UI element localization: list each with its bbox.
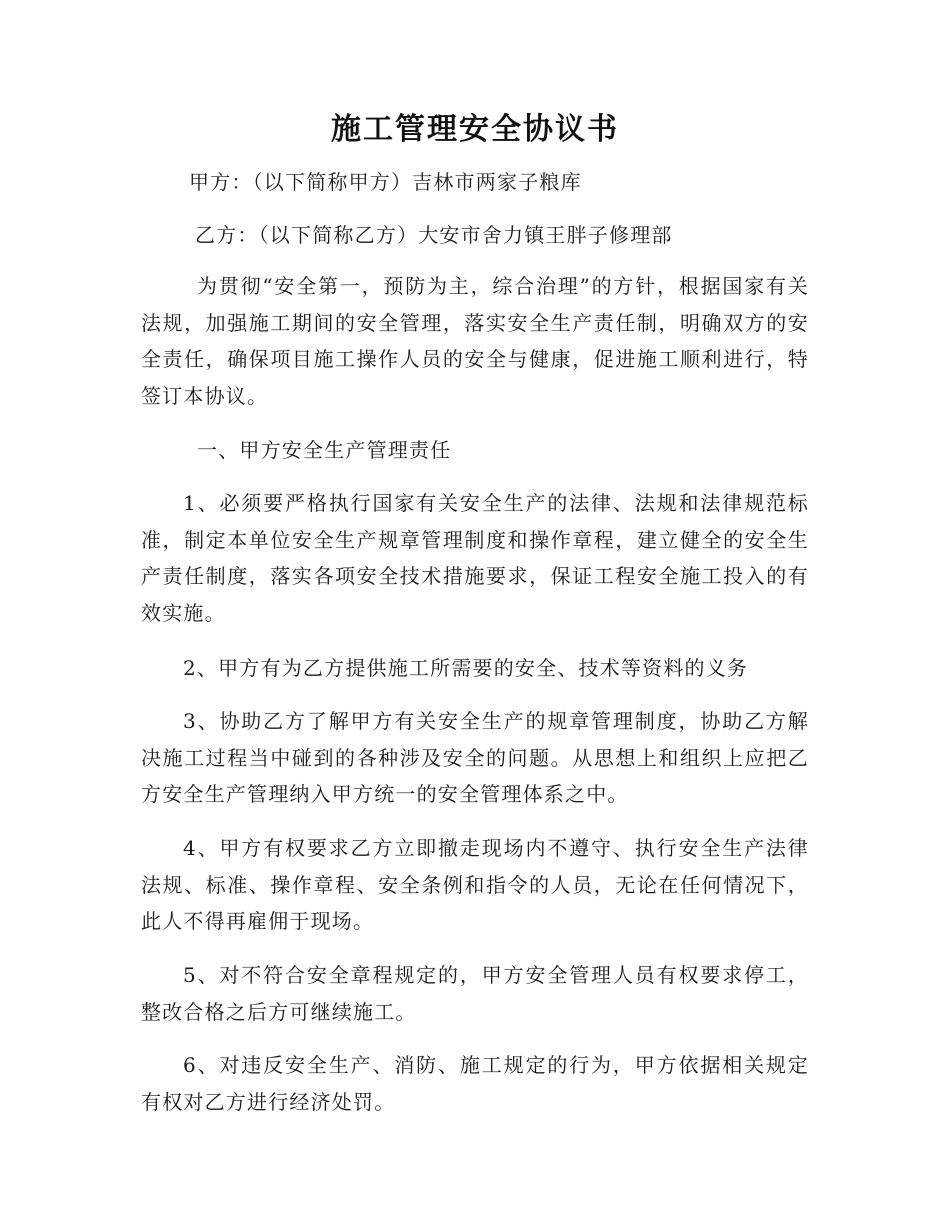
- clause-1: 1、必须要严格执行国家有关安全生产的法律、法规和法律规范标准，制定本单位安全生产规章管理制度和操作章程，建立健全的安全生产责任制度，落实各项安全技术措施要求，保证工程安全施工投入的有效实施。: [141, 491, 809, 625]
- party-a-line: 甲方：（以下简称甲方）吉林市两家子粮库: [189, 170, 582, 194]
- party-b-line: 乙方：（以下简称乙方）大安市舍力镇王胖子修理部: [195, 223, 673, 247]
- preamble-paragraph: 为贯彻“安全第一，预防为主，综合治理”的方针，根据国家有关法规，加强施工期间的安全管理，落实安全生产责任制，明确双方的安全责任，确保项目施工操作人员的安全与健康，促进施工顺利进行，特签订本协议。: [141, 274, 809, 408]
- document-title: 施工管理安全协议书: [331, 112, 619, 147]
- clause-5: 5、对不符合安全章程规定的，甲方安全管理人员有权要求停工，整改合格之后方可继续施工。: [141, 963, 809, 1024]
- section-1-heading: 一、甲方安全生产管理责任: [197, 438, 452, 462]
- clause-2: 2、甲方有为乙方提供施工所需要的安全、技术等资料的义务: [183, 656, 749, 680]
- clause-4: 4、甲方有权要求乙方立即撤走现场内不遵守、执行安全生产法律法规、标准、操作章程、安全条例和指令的人员，无论在任何情况下，此人不得再雇佣于现场。: [141, 836, 809, 933]
- clause-6: 6、对违反安全生产、消防、施工规定的行为，甲方依据相关规定有权对乙方进行经济处罚。: [141, 1053, 809, 1114]
- clause-3: 3、协助乙方了解甲方有关安全生产的规章管理制度，协助乙方解决施工过程当中碰到的各种涉及安全的问题。从思想上和组织上应把乙方安全生产管理纳入甲方统一的安全管理体系之中。: [141, 709, 809, 806]
